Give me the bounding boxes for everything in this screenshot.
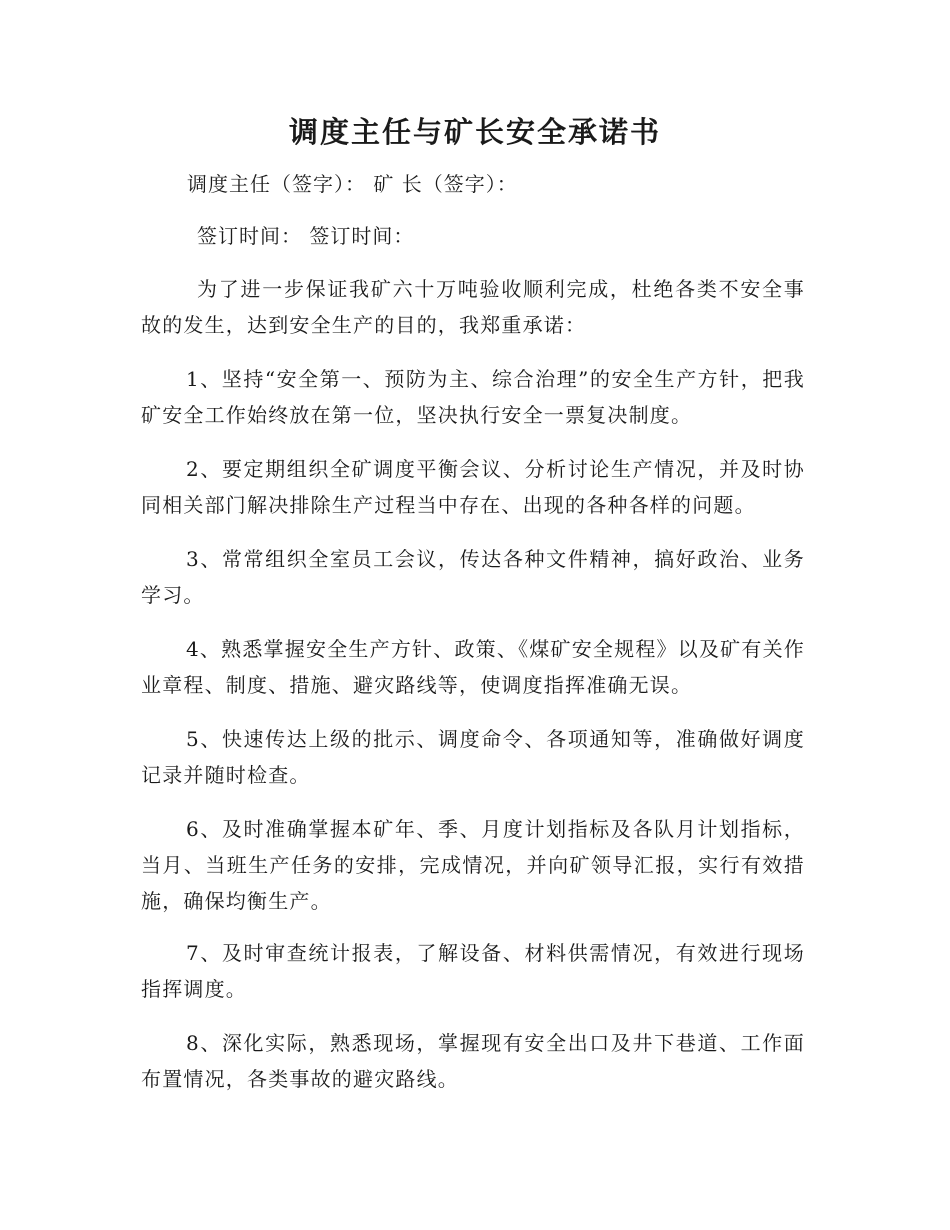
commitment-item-3: 3、常常组织全室员工会议，传达各种文件精神，搞好政治、业务学习。 [141, 547, 805, 607]
date-line: 签订时间： 签订时间： [197, 224, 415, 248]
document-title: 调度主任与矿长安全承诺书 [288, 115, 661, 149]
commitment-item-5: 5、快速传达上级的批示、调度命令、各项通知等，准确做好调度记录并随时检查。 [141, 727, 805, 787]
commitment-item-4: 4、熟悉掌握安全生产方针、政策、《煤矿安全规程》以及矿有关作业章程、制度、措施、避灾路线等，使调度指挥准确无误。 [141, 637, 805, 697]
commitment-item-7: 7、及时审查统计报表，了解设备、材料供需情况，有效进行现场指挥调度。 [141, 941, 805, 1001]
commitment-item-2: 2、要定期组织全矿调度平衡会议、分析讨论生产情况，并及时协同相关部门解决排除生产过程当中存在、出现的各种各样的问题。 [141, 457, 805, 517]
commitment-item-6: 6、及时准确掌握本矿年、季、月度计划指标及各队月计划指标，当月、当班生产任务的安排，完成情况，并向矿领导汇报，实行有效措施，确保均衡生产。 [141, 817, 805, 913]
intro-paragraph: 为了进一步保证我矿六十万吨验收顺利完成，杜绝各类不安全事故的发生，达到安全生产的目的，我郑重承诺： [141, 277, 805, 337]
commitment-item-1: 1、坚持“安全第一、预防为主、综合治理”的安全生产方针，把我矿安全工作始终放在第一位，坚决执行安全一票复决制度。 [141, 367, 805, 427]
signature-line: 调度主任（签字）： 矿 长（签字）： [187, 172, 518, 196]
commitment-item-8: 8、深化实际，熟悉现场，掌握现有安全出口及井下巷道、工作面布置情况，各类事故的避灾路线。 [141, 1031, 805, 1091]
